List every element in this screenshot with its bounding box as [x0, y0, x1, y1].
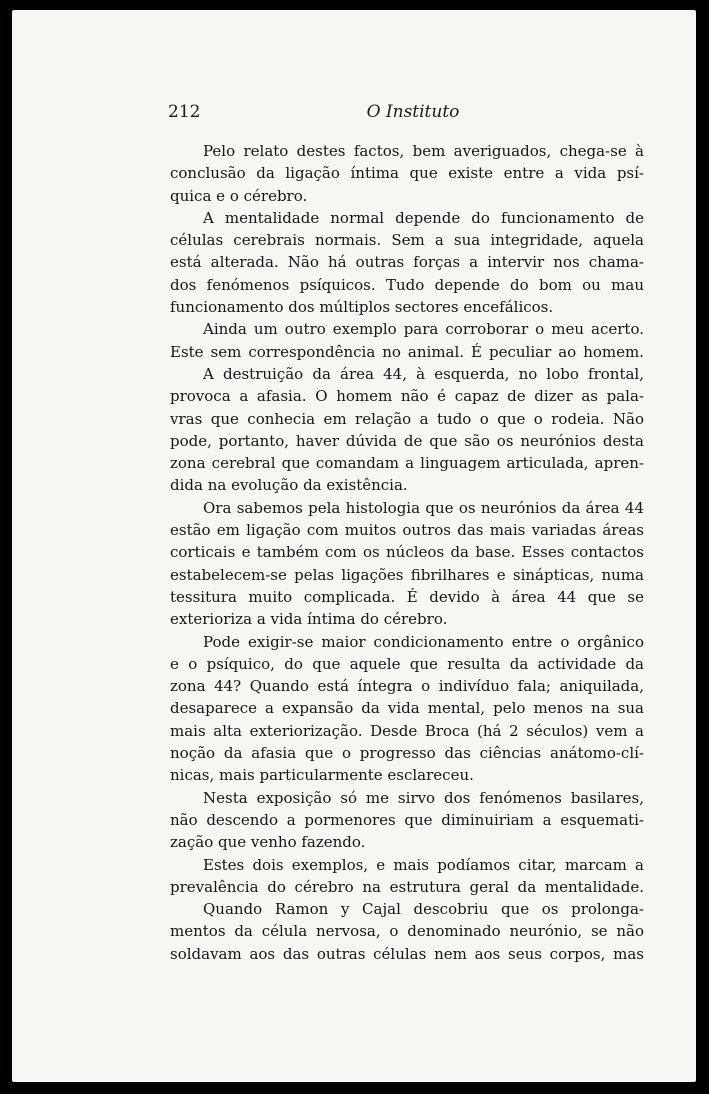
- body-text: [170, 140, 644, 965]
- text-line: Pelo relato destes factos, bem averiguados, chega-se à: [203, 142, 644, 160]
- text-line: células cerebrais normais. Sem a sua integridade, aquela: [170, 231, 644, 250]
- text-line: quica e o cérebro.: [170, 186, 308, 205]
- text-line: funcionamento dos múltiplos sectores encefálicos.: [170, 298, 554, 317]
- text-line: mentos da célula nervosa, o denominado neurónio, se não: [170, 922, 644, 941]
- text-line: está alterada. Não há outras forças a intervir nos chama-: [170, 253, 644, 272]
- text-line: mais alta exteriorização. Desde Broca (há 2 séculos) vem a: [170, 721, 644, 740]
- text-line: desaparece a expansão da vida mental, pelo menos na sua: [170, 699, 644, 718]
- text-line: dos fenómenos psíquicos. Tudo depende do bom ou mau: [170, 275, 644, 294]
- page-header: [168, 102, 658, 126]
- text-line: estão em ligação com muitos outros das mais variadas áreas: [170, 521, 644, 540]
- text-line: noção da afasia que o progresso das ciências anátomo-clí-: [170, 744, 644, 763]
- text-line: corticais e também com os núcleos da base. Esses contactos: [170, 543, 644, 562]
- page-number: 212: [168, 102, 201, 122]
- text-line: soldavam aos das outras células nem aos seus corpos, mas: [170, 944, 644, 963]
- text-line: zona 44? Quando está íntegra o indivíduo fala; aniquilada,: [170, 677, 644, 696]
- text-line: prevalência do cérebro na estrutura geral da mentalidade.: [170, 877, 644, 896]
- text-line: provoca a afasia. O homem não é capaz de dizer as pala-: [170, 387, 644, 406]
- text-line: Ainda um outro exemplo para corroborar o meu acerto.: [203, 320, 644, 339]
- text-line: não descendo a pormenores que diminuiriam a esquemati-: [170, 810, 644, 829]
- text-line: A destruição da área 44, à esquerda, no lobo frontal,: [203, 364, 644, 383]
- text-line: vras que conhecia em relação a tudo o que o rodeia. Não: [170, 409, 644, 428]
- text-line: dida na evolução da existência.: [170, 476, 408, 495]
- text-line: exterioriza a vida íntima do cérebro.: [170, 610, 448, 629]
- text-line: zação que venho fazendo.: [170, 833, 366, 852]
- text-line: conclusão da ligação íntima que existe entre a vida psí-: [170, 164, 644, 183]
- text-line: nicas, mais particularmente esclareceu.: [170, 766, 474, 785]
- text-line: pode, portanto, haver dúvida de que são os neurónios desta: [170, 431, 644, 450]
- text-line: Ora sabemos pela histologia que os neurónios da área 44: [203, 498, 644, 517]
- text-line: estabelecem-se pelas ligações fibrilhares e sinápticas, numa: [170, 565, 644, 584]
- text-line: A mentalidade normal depende do funcionamento de: [203, 208, 644, 227]
- text-line: Pode exigir-se maior condicionamento entre o orgânico: [203, 632, 644, 651]
- text-line: Quando Ramon y Cajal descobriu que os prolonga-: [203, 900, 644, 919]
- text-line: Nesta exposição só me sirvo dos fenómenos basilares,: [203, 788, 644, 807]
- text-line: tessitura muito complicada. É devido à área 44 que se: [170, 587, 644, 606]
- text-line: Estes dois exemplos, e mais podíamos citar, marcam a: [203, 855, 644, 874]
- running-title: O Instituto: [366, 102, 460, 122]
- text-line: zona cerebral que comandam a linguagem articulada, apren-: [170, 454, 644, 473]
- text-line: e o psíquico, do que aquele que resulta da actividade da: [170, 654, 644, 673]
- text-line: Este sem correspondência no animal. É peculiar ao homem.: [170, 342, 644, 361]
